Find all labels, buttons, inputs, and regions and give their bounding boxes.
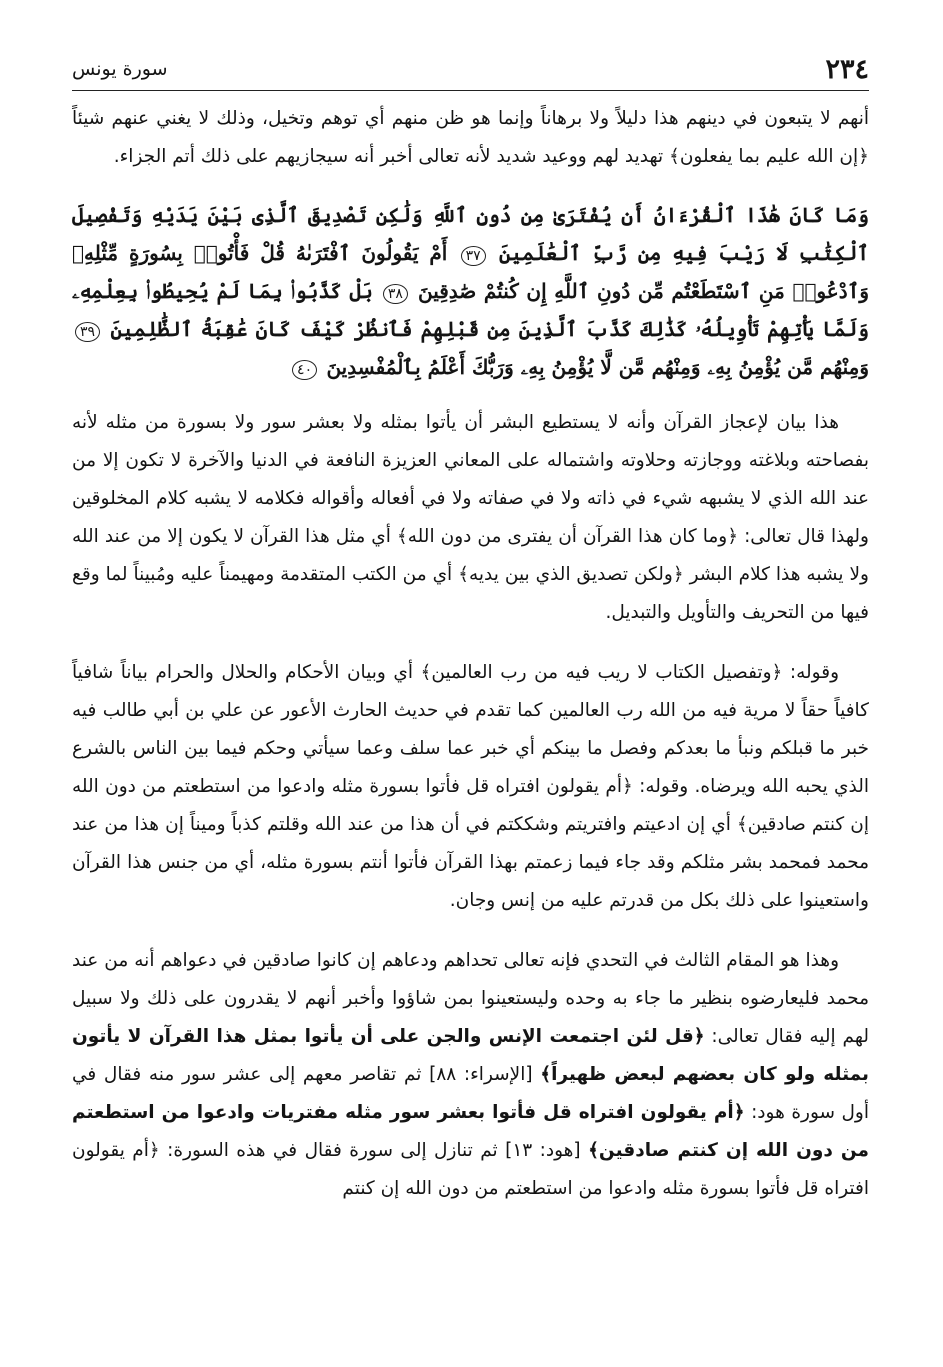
quote-hud: ﴿أم يقولون افتراه قل فأتوا بعشر سور مثله مفتريات وادعوا من استطعتم من دون الله إن كنتم صادقين﴾ bbox=[72, 1102, 869, 1161]
paragraph-4-text-3: ثم تنازل إلى سورة فقال في هذه السورة: bbox=[167, 1140, 498, 1161]
reference-isra: [الإسراء: ٨٨] bbox=[429, 1064, 533, 1085]
quote-isra: ﴿قل لئن اجتمعت الإنس والجن على أن يأتوا بمثل هذا القرآن لا يأتون بمثله ولو كان بعضهم لبعض ظهيراً﴾ bbox=[72, 1026, 869, 1085]
page-body bbox=[72, 100, 869, 1208]
paragraph-1: أنهم لا يتبعون في دينهم هذا دليلاً ولا برهاناً وإنما هو ظن منهم أي توهم وتخيل، وذلك لا يغني عنهم شيئاً ﴿إن الله عليم بما يفعلون﴾ تهديد لهم ووعيد شديد لأنه تعالى أخبر أنه سيجازيهم على ذلك أتم الجزاء. bbox=[72, 108, 869, 167]
paragraph-gap bbox=[72, 632, 869, 654]
verse-text-40: وَمِنْهُم مَّن يُؤْمِنُ بِهِۦ وَمِنْهُم مَّن لَّا يُؤْمِنُ بِهِۦ وَرَبُّكَ أَعْلَمُ بِٱلْمُفْسِدِينَ bbox=[326, 355, 869, 379]
verse-text-38: أَمْ يَقُولُونَ ٱفْتَرَىٰهُ قُلْ فَأْتُوا۟ بِسُورَةٍ مِّثْلِهِۦ وَٱدْعُوا۟ مَنِ ٱسْتَطَعْتُم مِّن دُونِ ٱللَّهِ إِن كُنتُمْ صَٰدِقِينَ bbox=[72, 241, 870, 303]
verse-text-39: بَلْ كَذَّبُوا۟ بِمَا لَمْ يُحِيطُوا۟ بِعِلْمِهِۦ وَلَمَّا يَأْتِهِمْ تَأْوِيلُهُۥ كَذَٰلِكَ كَذَّبَ ٱلَّذِينَ مِن قَبْلِهِمْ فَٱنظُرْ كَيْفَ كَانَ عَٰقِبَةُ ٱلظَّٰلِمِينَ bbox=[72, 279, 869, 341]
paragraph-4 bbox=[72, 942, 869, 1208]
paragraph-4-text-1: وهذا هو المقام الثالث في التحدي فإنه تعالى تحداهم ودعاهم إن كانوا صادقين في دعواهم أنه من عند محمد فليعارضوه بنظير ما جاء به وحده وليستعينوا بمن شاؤوا وأخبر أنهم لا يقدرون على ذلك ولا سبيل لهم إليه فقال تعالى: bbox=[72, 950, 869, 1047]
paragraph-gap bbox=[72, 920, 869, 942]
quran-verses bbox=[72, 196, 869, 386]
running-title: سورة يونس bbox=[72, 58, 168, 80]
quote-yunus: ﴿أم يقولون افتراه قل فأتوا بسورة مثله وادعوا من استطعتم من دون الله إن كنتم bbox=[72, 1140, 869, 1199]
reference-hud: [هود: ١٣] bbox=[505, 1140, 581, 1161]
page-number: ٢٣٤ bbox=[825, 54, 869, 85]
paragraph-2: هذا بيان لإعجاز القرآن وأنه لا يستطيع البشر أن يأتوا بمثله ولا بعشر سور ولا بسورة من مثله لأنه بفصاحته وبلاغته ووجازته وحلاوته واشتماله على المعاني العزيزة النافعة في الدنيا والآخرة لا تكون إلا من عند الله الذي لا يشبهه شيء في ذاته ولا في صفاته ولا في أفعاله وأقواله فكلامه لا يشبه كلام المخلوقين ولهذا قال تعالى: ﴿وما كان هذا القرآن أن يفترى من دون الله﴾ أي مثل هذا القرآن لا يكون إلا من عند الله ولا يشبه هذا كلام البشر ﴿ولكن تصديق الذي بين يديه﴾ أي من الكتب المتقدمة ومهيمناً عليه ومُبيناً لما وقع فيها من التحريف والتأويل والتبديل. bbox=[72, 412, 869, 623]
verse-text-37: وَمَا كَانَ هَٰذَا ٱلْقُرْءَانُ أَن يُفْتَرَىٰ مِن دُونِ ٱللَّهِ وَلَٰكِن تَصْدِيقَ ٱلَّذِى بَيْنَ يَدَيْهِ وَتَفْصِيلَ ٱلْكِتَٰبِ لَا رَيْبَ فِيهِ مِن رَّبِّ ٱلْعَٰلَمِينَ bbox=[72, 203, 870, 265]
verse-number-37: ٣٧ bbox=[461, 246, 486, 266]
paragraph-3: وقوله: ﴿وتفصيل الكتاب لا ريب فيه من رب العالمين﴾ أي وبيان الأحكام والحلال والحرام بياناً شافياً كافياً حقاً لا مرية فيه من الله رب العالمين كما تقدم في حديث الحارث الأعور عن علي بن أبي طالب فيه خبر ما قبلكم ونبأ ما بعدكم وفصل ما بينكم أي خبر عما سلف وعما سيأتي وحكم فيما بين الناس بالشرع الذي يحبه الله ويرضاه. وقوله: ﴿أم يقولون افتراه قل فأتوا بسورة مثله وادعوا من استطعتم من دون الله إن كنتم صادقين﴾ أي إن ادعيتم وافتريتم وشككتم في أن هذا من عند الله وقلتم كذباً وميناً إن هذا من عند محمد فمحمد بشر مثلكم وقد جاء فيما زعمتم بهذا القرآن فأتوا أنتم بسورة مثله، أي من جنس هذا القرآن واستعينوا على ذلك بكل من قدرتم عليه من إنس وجان. bbox=[72, 662, 869, 911]
paragraph-4-text-2: ثم تقاصر معهم إلى عشر سور منه فقال في أول سورة هود: bbox=[72, 1064, 869, 1123]
page-header bbox=[72, 52, 869, 91]
verse-number-40: ٤٠ bbox=[292, 360, 317, 380]
verse-number-38: ٣٨ bbox=[383, 284, 408, 304]
verse-number-39: ٣٩ bbox=[75, 322, 100, 342]
